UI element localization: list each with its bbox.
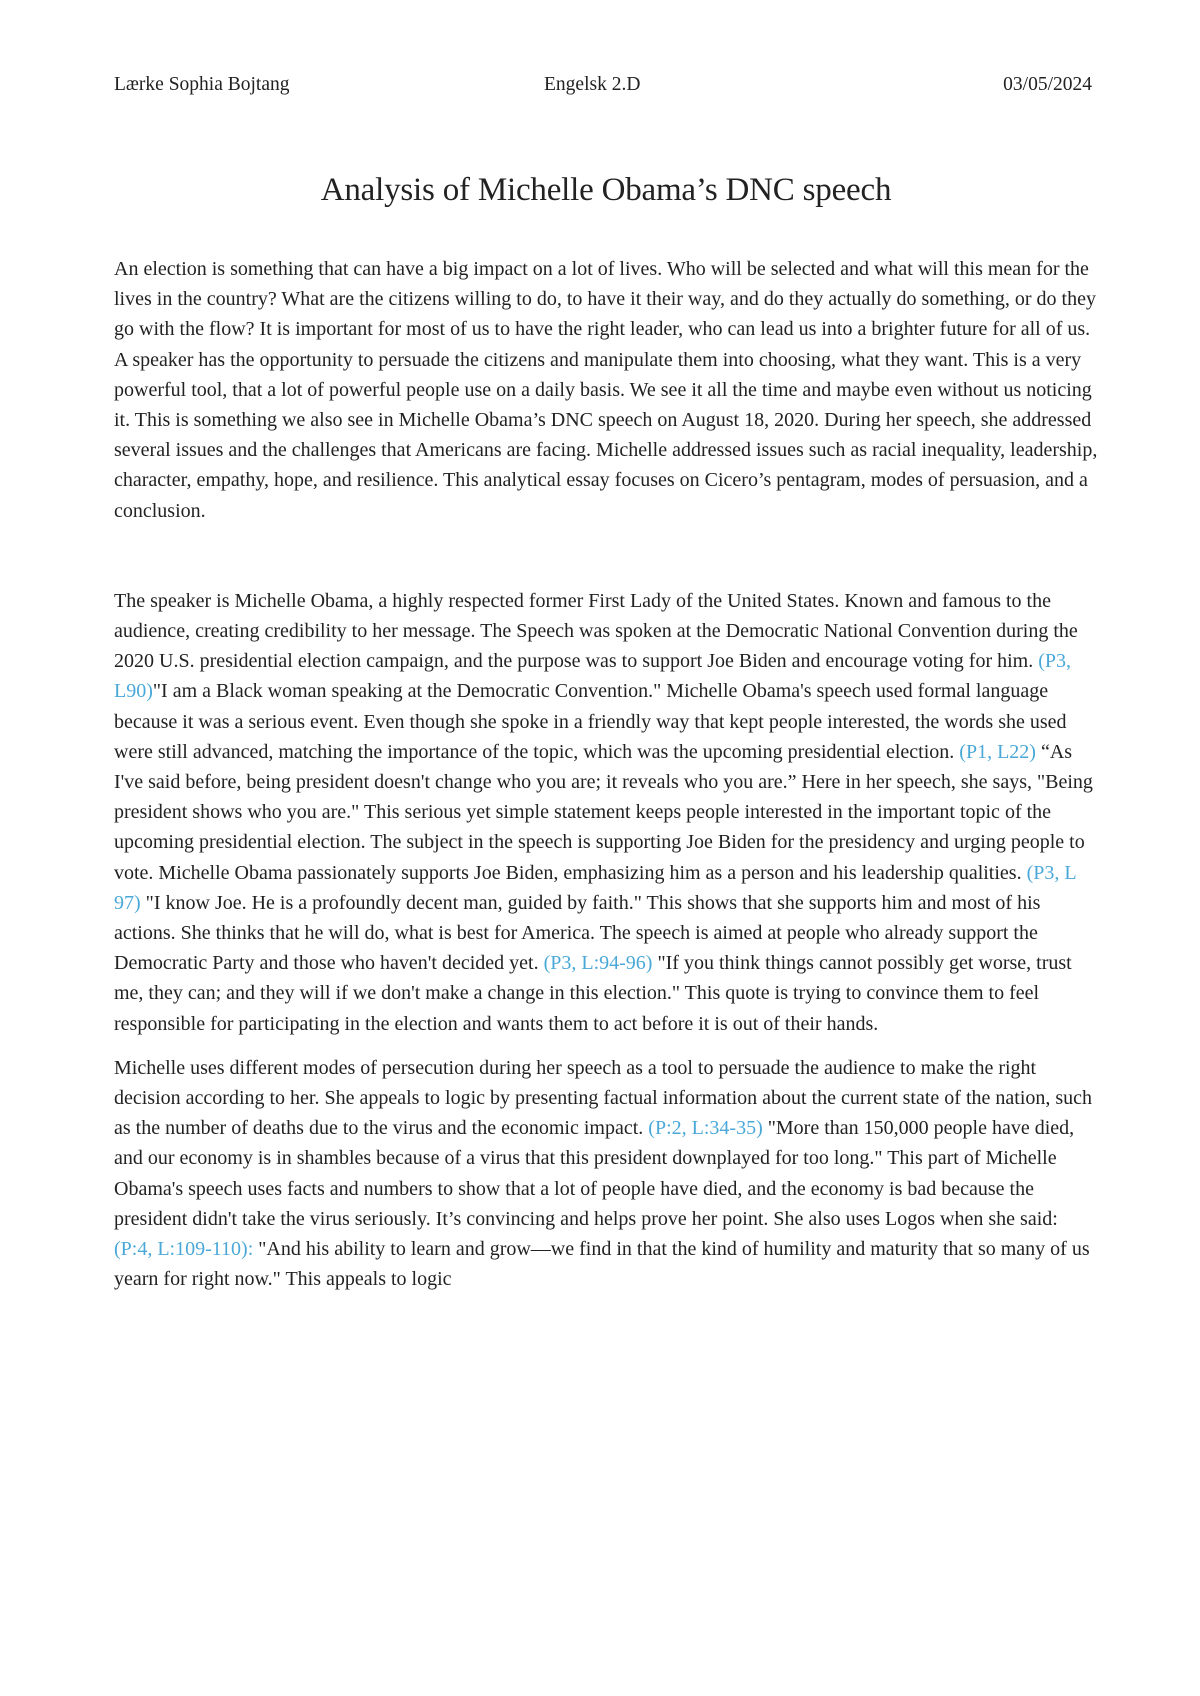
- page-header: [114, 74, 1092, 102]
- paragraph-text: "I am a Black woman speaking at the Democratic Convention." Michelle Obama's speech used formal language because it was a serious event. Even though she spoke in a friendly way that kept people interested, the words she used were still advanced, matching the importance of the topic, which was the upcoming presidential election.: [114, 680, 1067, 763]
- author-name: Lærke Sophia Bojtang: [114, 74, 290, 95]
- document-date: 03/05/2024: [1003, 74, 1092, 95]
- citation: (P1, L22): [959, 740, 1036, 763]
- paragraph-text: "If you think things cannot possibly get worse, trust me, they can; and they will if we don't make a change in this election." This quote is trying to convince them to feel responsible for participating in the election and wants them to act before it is out of their hands.: [114, 952, 1072, 1035]
- citation: (P3, L:94-96): [543, 952, 653, 975]
- document-title: Analysis of Michelle Obama’s DNC speech: [320, 172, 892, 208]
- paragraph-text: "More than 150,000 people have died, and our economy is in shambles because of a virus that this president downplayed for too long." This part of Michelle Obama's speech uses facts and numbers to show that a lot of people have died, and the economy is bad because the president didn't take the virus seriously. It’s convincing and helps prove her point. She also uses Logos when she said:: [114, 1117, 1075, 1230]
- paragraph-text: The speaker is Michelle Obama, a highly respected former First Lady of the United States. Known and famous to the audience, creating credibility to her message. The Speech was spoken at the Democratic National Convention during the 2020 U.S. presidential election campaign, and the purpose was to support Joe Biden and encourage voting for him.: [114, 589, 1078, 673]
- citation: (P:4, L:109-110):: [114, 1238, 254, 1261]
- paragraph-text: “As I've said before, being president doesn't change who you are; it reveals who you are.” Here in her speech, she says, "Being president shows who you are." This serious yet simple statement keeps people interested in the important topic of the upcoming presidential election. The subject in the speech is supporting Joe Biden for the presidency and urging people to vote. Michelle Obama passionately supports Joe Biden, emphasizing him as a person and his leadership qualities.: [114, 740, 1093, 884]
- document-body: [114, 254, 1099, 1295]
- citation: (P3, L 97): [114, 861, 1076, 914]
- paragraph-text: Michelle uses different modes of persecution during her speech as a tool to persuade the audience to make the right decision according to her. She appeals to logic by presenting factual information about the current state of the nation, such as the number of deaths due to the virus and the economic impact.: [114, 1056, 1093, 1140]
- modes-paragraph: [114, 1053, 1099, 1295]
- paragraph-text: "And his ability to learn and grow—we find in that the kind of humility and maturity that so many of us yearn for right now." This appeals to logic: [114, 1238, 1090, 1291]
- citation: (P3, L90): [114, 650, 1072, 703]
- intro-text: An election is something that can have a big impact on a lot of lives. Who will be selected and what will this mean for the lives in the country? What are the citizens willing to do, to have it their way, and do they actually do something, or do they go with the flow? It is important for most of us to have the right leader, who can lead us into a brighter future for all of us. A speaker has the opportunity to persuade the citizens and manipulate them into choosing, what they want. This is a very powerful tool, that a lot of powerful people use on a daily basis. We see it all the time and maybe even without us noticing it. This is something we also see in Michelle Obama’s DNC speech on August 18, 2020. During her speech, she addressed several issues and the challenges that Americans are facing. Michelle addressed issues such as racial inequality, leadership, character, empathy, hope, and resilience. This analytical essay focuses on Cicero’s pentagram, modes of persuasion, and a conclusion.: [114, 258, 1098, 522]
- intro-paragraph: [114, 254, 1099, 526]
- paragraph-text: "I know Joe. He is a profoundly decent man, guided by faith." This shows that she supports him and most of his actions. She thinks that he will do, what is best for America. The speech is aimed at people who already support the Democratic Party and those who haven't decided yet.: [114, 891, 1041, 975]
- course-name: Engelsk 2.D: [544, 74, 641, 95]
- citation: (P:2, L:34-35): [648, 1117, 763, 1140]
- context-paragraph: [114, 586, 1099, 1039]
